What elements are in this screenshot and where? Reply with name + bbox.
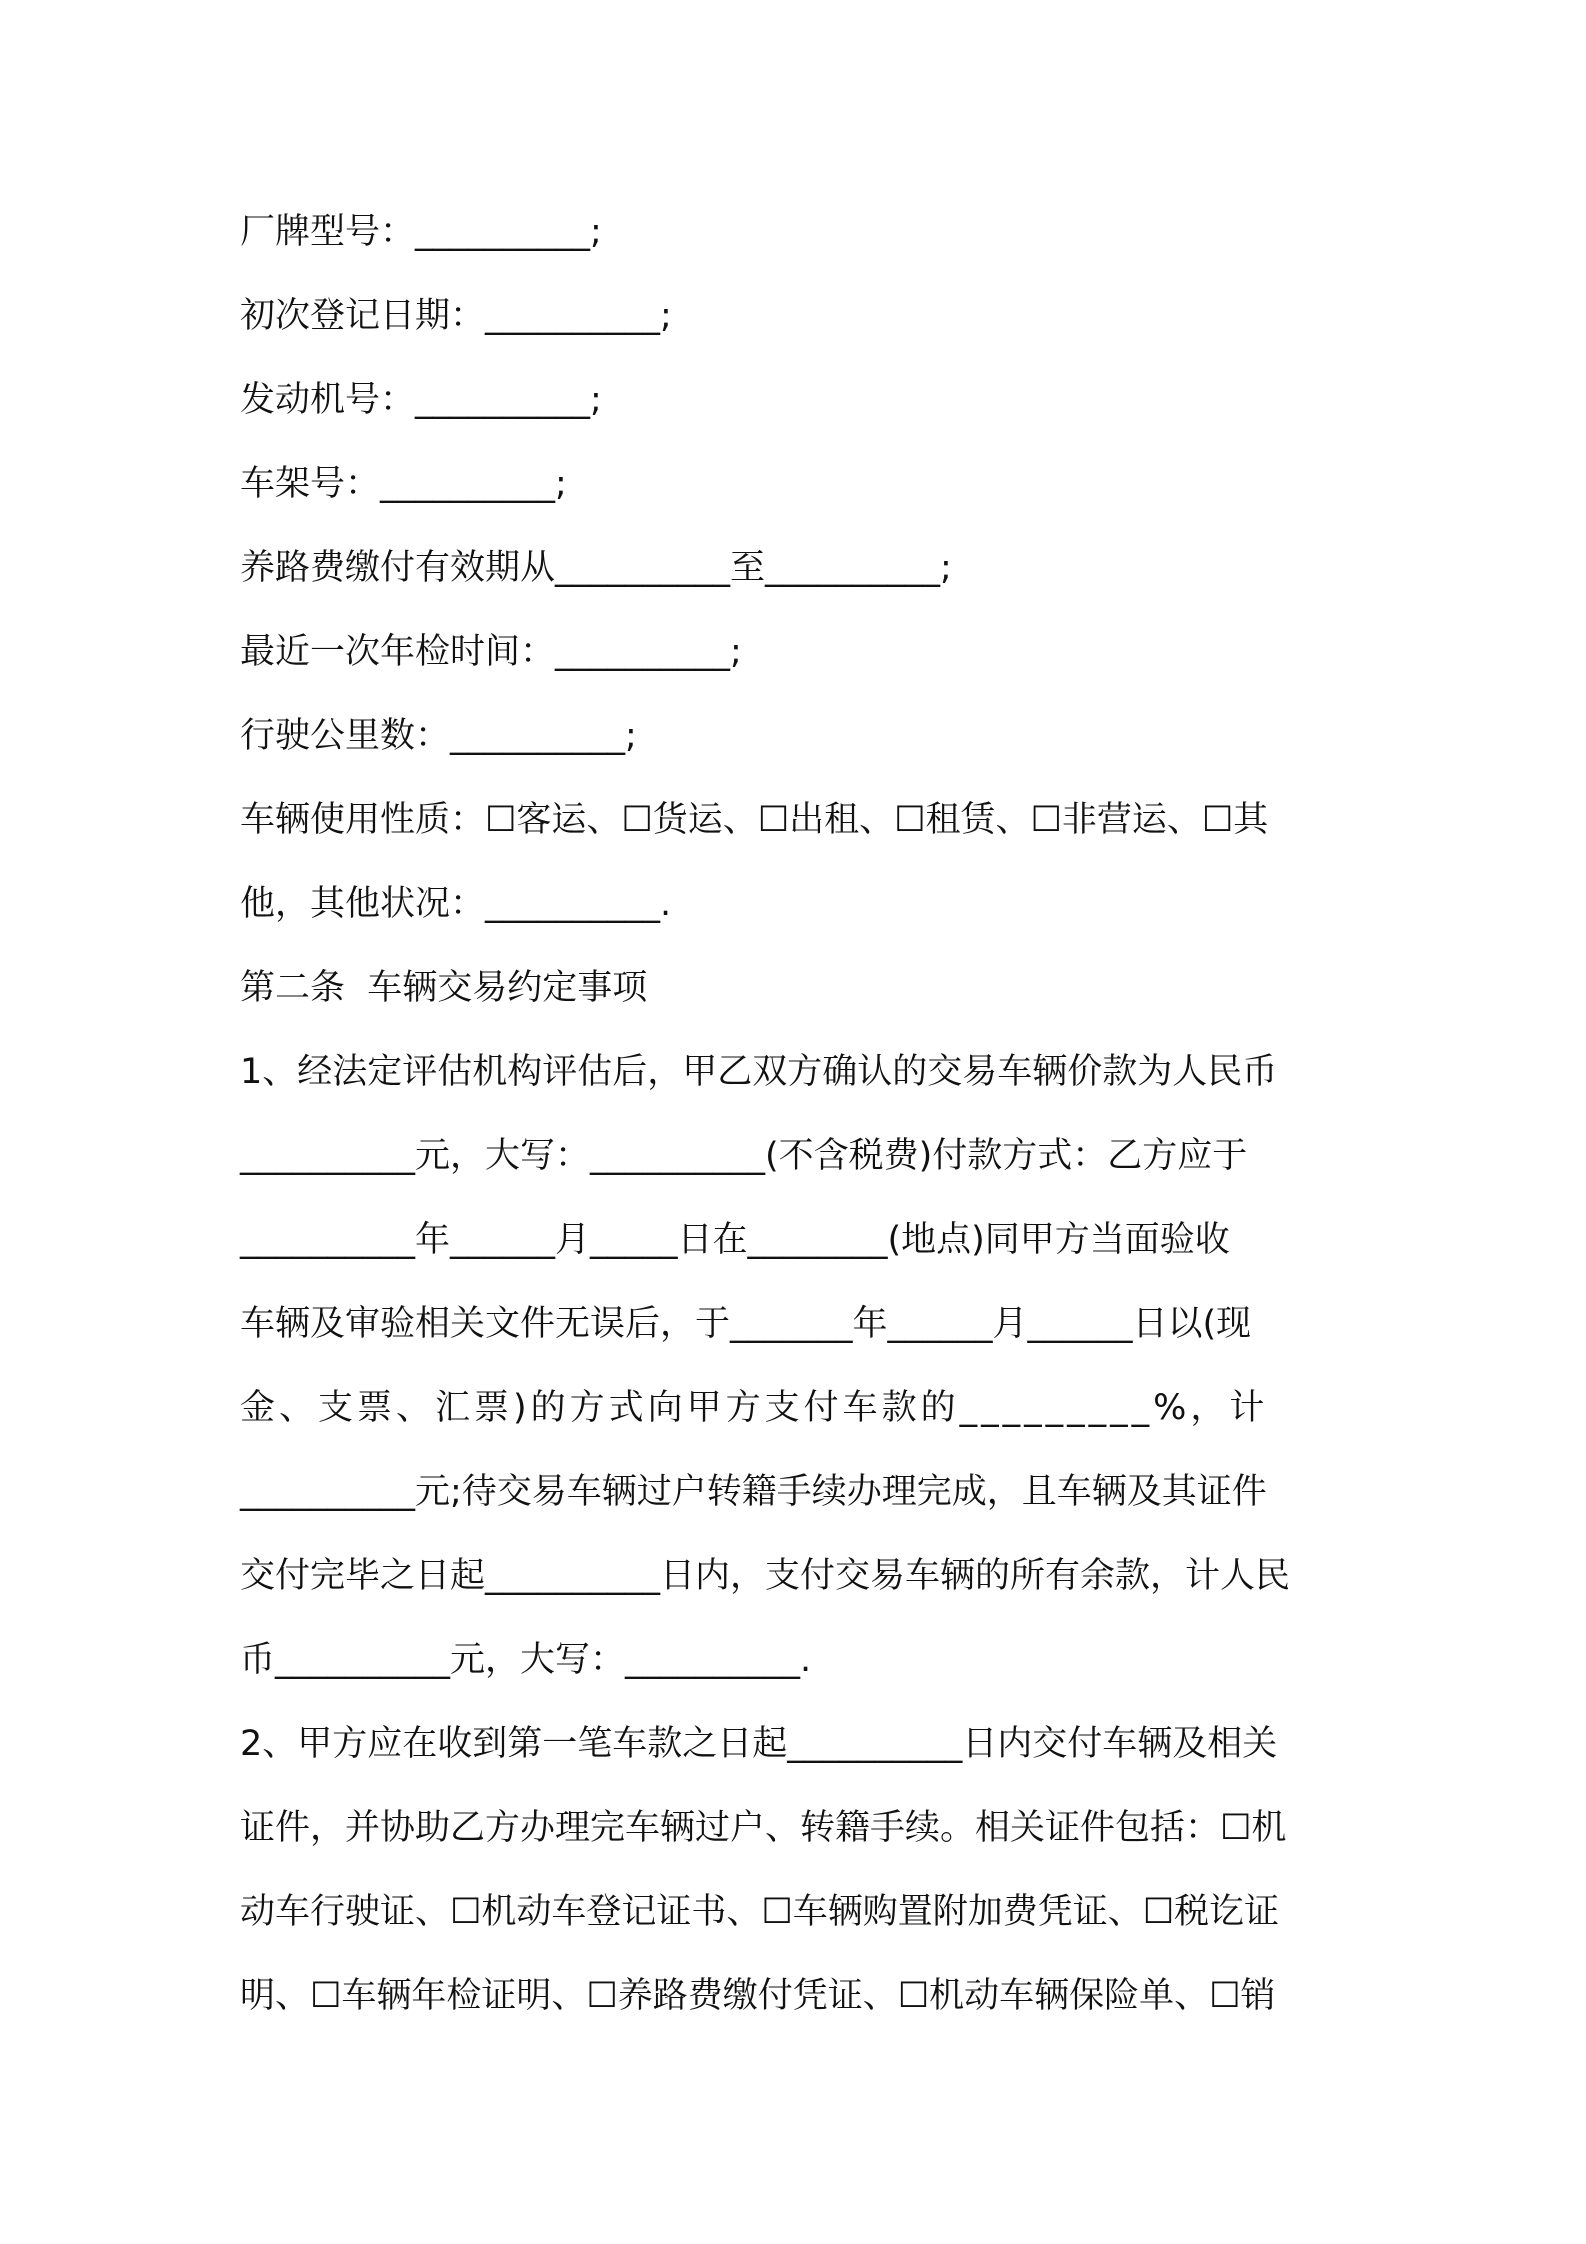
clause-2-line-2: 证件，并协助乙方办理完车辆过户、转籍手续。相关证件包括：☐机	[240, 1808, 1287, 1848]
clause-1-line-4: 车辆及审验相关文件无误后，于_______年______月______日以(现	[240, 1304, 1252, 1344]
clause-2-line-4: 明、☐车辆年检证明、☐养路费缴付凭证、☐机动车辆保险单、☐销	[240, 1976, 1276, 2016]
clause-1-line-3: __________年______月_____日在________(地点)同甲方当面验收	[240, 1220, 1230, 1260]
clause-1-line-8: 币__________元，大写：__________.	[240, 1640, 812, 1680]
vehicle-use-nature-line: 车辆使用性质：☐客运、☐货运、☐出租、☐租赁、☐非营运、☐其	[240, 800, 1269, 840]
clause-1-line-1: 1、经法定评估机构评估后，甲乙双方确认的交易车辆价款为人民币	[240, 1052, 1278, 1092]
engine-number-line: 发动机号：__________;	[240, 380, 602, 420]
last-inspection-line: 最近一次年检时间：__________;	[240, 632, 742, 672]
clause-2-line-1: 2、甲方应在收到第一笔车款之日起__________日内交付车辆及相关	[240, 1724, 1278, 1764]
mileage-line: 行驶公里数：__________;	[240, 716, 637, 756]
clause-1-line-6: __________元;待交易车辆过户转籍手续办理完成，且车辆及其证件	[240, 1472, 1267, 1512]
road-fee-validity-line: 养路费缴付有效期从__________至__________;	[240, 548, 952, 588]
brand-model-line: 厂牌型号：__________;	[240, 212, 602, 252]
first-registration-date-line: 初次登记日期：__________;	[240, 296, 672, 336]
clause-2-line-3: 动车行驶证、☐机动车登记证书、☐车辆购置附加费凭证、☐税讫证	[240, 1892, 1280, 1932]
other-status-line: 他，其他状况：__________.	[240, 884, 672, 924]
article-two-heading: 第二条 车辆交易约定事项	[240, 968, 648, 1008]
document-page	[240, 190, 1352, 2038]
clause-1-line-2: __________元，大写：__________(不含税费)付款方式：乙方应于	[240, 1136, 1248, 1176]
clause-1-line-5: 金、支票、汇票)的方式向甲方支付车款的_________%，计	[240, 1388, 1269, 1428]
clause-1-line-7: 交付完毕之日起__________日内，支付交易车辆的所有余款，计人民	[240, 1556, 1291, 1596]
frame-number-line: 车架号：__________;	[240, 464, 567, 504]
